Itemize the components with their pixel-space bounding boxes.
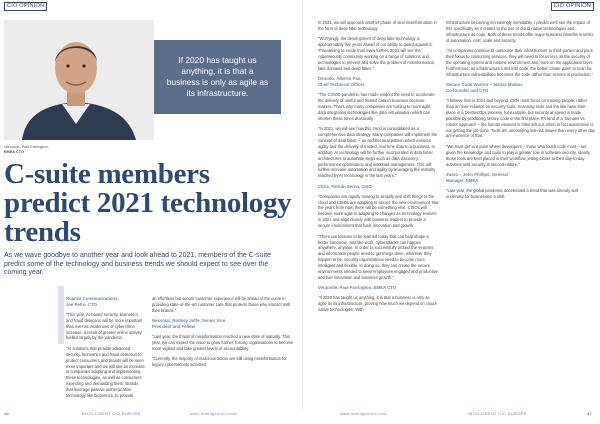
- article-headline: C-suite members predict 2021 technology trends: [4, 158, 292, 248]
- paragraph: "There are lessons to be learned today that can help shape a better tomorrow. Just like work, cyberattacks can happen anywhere, anytime. In order to successfully protect the systems and information people need to get things done, wherever they happen to be, security organisations need to become more intelligent and flexible. In doing so, they can create the secure environments needed to keep employees engaged and productive and fuel innovation and business growth.": [318, 233, 438, 280]
- paragraph: "In 2021, we will see how this trend is consolidated as a comprehensive data strategy. Many companies will implement the concept of data fabric – an architectural pattern which ensures agility and the delivery of trusted, real-time data to a business. In addition, AI technology will be further incorporated in data fabric architectures to automate steps such as data discovery, performance optimisation and workload management. This will further increase automation and agility by leveraging the maturity reached by AI technology in the last years.": [318, 126, 438, 179]
- speaker-role: Joe Petro, CTO: [66, 301, 97, 307]
- paragraph: "This year, AI-based security, biometrics and fraud detection will be more important than ever as incidences of cybercrime increase, a result of greater online activity, fuelled largely by the pandemic.: [66, 311, 143, 341]
- paragraph: an effortless but secure customer experience will be ahead of the curve in providing state-of-the-art customer care that protects those who interact with their brands.": [152, 296, 291, 313]
- photo-caption-line2: EMEA CTO: [4, 150, 24, 154]
- hero-pull-quote-text: If 2020 has taught us anything, it is that a business is only as agile as its infrastructure.: [166, 55, 269, 98]
- paragraph: "Currently, the majority of malicious actors are still using misinformation for legacy cybersecurity activities.: [152, 356, 287, 368]
- paragraph: "The COVID pandemic has made evident the need to accelerate the delivery of useful and trusted data to business decision-makers. That's why many companies are turning to more agile data integration technologies like data virtualisation which can shorten these times drastically.: [318, 92, 435, 121]
- text-column-2: [152, 296, 294, 373]
- paragraph: "I believe that in 2021 and beyond, CIOs must focus on training people, rather than an over-reliance on security tools. Scanning tools and the like have their place in a DevSecOps process, for example, but security at speed is made possible by producing secure code in the first place. It's kind of a 'humans vs. robots' approach – the human element is often left out, when in fact automation is not getting the job done. Tools are uncovering low-risk issues than every other day are evidence of that.: [446, 97, 595, 139]
- page-spine-divider: [302, 0, 303, 410]
- speaker-name: Secure Code Warrior – Matias Madou,: [446, 82, 523, 88]
- website-url-right[interactable]: www.intelligentcio.com: [340, 411, 387, 416]
- paragraph: Infrastructure becoming increasingly immutable, I predict we'll see the impact of this specifically as it relates to the rise of cloud-native technologies and infrastructure as code. Both of these trends offer major business benefits in terms of automation, cost, scale and security.: [446, 20, 594, 43]
- speaker-role: Co-founder and CTO: [446, 88, 489, 94]
- photo-caption: [4, 145, 74, 155]
- magazine-name-right: INTELLIGENT CIO EUROPE: [468, 411, 527, 416]
- paragraph: "We must get to a point where developers – those who touch code most – are given the knowledge and tools to play a greater role in software security. Ideally, those tools are best placed in their workflow, jetting closer to their day-to-day activities until security is second-nature.": [446, 143, 591, 167]
- speaker-role: President and Fellow: [152, 324, 195, 330]
- page-number-right: 47: [586, 411, 592, 416]
- magazine-name-left: INTELLIGENT CIO EUROPE: [82, 411, 141, 416]
- text-column-4: [446, 20, 596, 204]
- speaker-role: Chief Technical Officer: [318, 82, 365, 88]
- speaker-name: Veracode, Paul Farrington, EMEA CTO: [318, 285, 397, 291]
- speaker-name: Nuance Communications,: [66, 296, 119, 301]
- speaker-name: Nexsolar, Rodney Joffe, Senior Vice: [152, 318, 226, 324]
- hero-portrait-photo: [4, 20, 154, 140]
- paragraph: "As companies continue to outsource their infrastructure to third-parties and pivot their focus to consuming services, they will need to focus less on the security of the operating system and runtime environment and more on the application layer. Furthermore, as infrastructure turns into code, the better 'choke point' to scan for infrastructure vulnerabilities becomes the code rather than servers in production.": [446, 48, 594, 77]
- photo-caption-line1: Venocide, Paul Farrington,: [4, 145, 49, 149]
- quote-mark-decoration: [58, 286, 64, 344]
- paragraph: "AI solutions that provide advanced security, biometrics and fraud detection to protect consumers and brands will be seen more important and we will see an increase in companies adopting and implementing these technologies, as well as consumers expecting and demanding them. Brands that leverage passive authentication technology like biometrics, to provide: [66, 345, 145, 399]
- paragraph: "Worryingly, the development of deep fake technology is approximately five years ahead of our ability to guard against it. Threatening to erode trust even further, 2021 will see the cybersecurity community working on a range of solutions and technologies to prevent and solve the problem of misinformation, fake domains and deep fakes.": [318, 36, 436, 71]
- article-standfirst: As we wave goodbye to another year and look ahead to 2021, members of the C-suite predict some of the technology and business trends we should expect to see over the coming year.: [4, 252, 271, 276]
- speaker-name: Citrix, Fermín Serna, CISO: [318, 183, 372, 189]
- page-number-left: 46: [4, 411, 10, 416]
- paragraph: "Last year, the threat of misinformation reached a new state of maturity. This year, we can expect the issue to grow further, forcing organisations to become more vigilant and take greater levels of accountability.: [152, 334, 294, 351]
- text-column-3: [318, 20, 439, 317]
- hero-pull-quote-box: [154, 40, 281, 114]
- paragraph: "Companies are rapidly moving to simplify and shift things to the cloud and CISOs are adapting to secure the new environment. But the years from now, there will be something else. CISOs will become more agile in adapting to changes as technology evolves in 2021 and align closely with business leaders to provide a secure environment that fuels innovation and growth.: [318, 193, 439, 229]
- speaker-role: Manager, EMEA: [446, 177, 479, 183]
- text-column-1: [66, 296, 146, 404]
- section-tag-right: CIO OPINION: [551, 2, 594, 11]
- section-tag-left: CIO OPINION: [4, 2, 47, 11]
- portrait-illustration: [4, 20, 154, 140]
- paragraph: "Last year, the global pandemic accelerated a trend that was already well underway for businesses: a shift: [446, 187, 579, 199]
- paragraph: "If 2020 has taught us anything, it is that a business is only as agile as its infrastructure, proving how much we depend on cloud-native technologies. With: [318, 295, 438, 313]
- speaker-name: Denodo, Alberto Pan,: [318, 76, 362, 82]
- paragraph: In 2021, we will approach another phase of viral misinformation in the form of deep fake technology.: [318, 20, 437, 31]
- website-url-left[interactable]: www.intelligentcio.com: [190, 411, 237, 416]
- speaker-name: Zuora – John Phillips, General: [446, 171, 508, 177]
